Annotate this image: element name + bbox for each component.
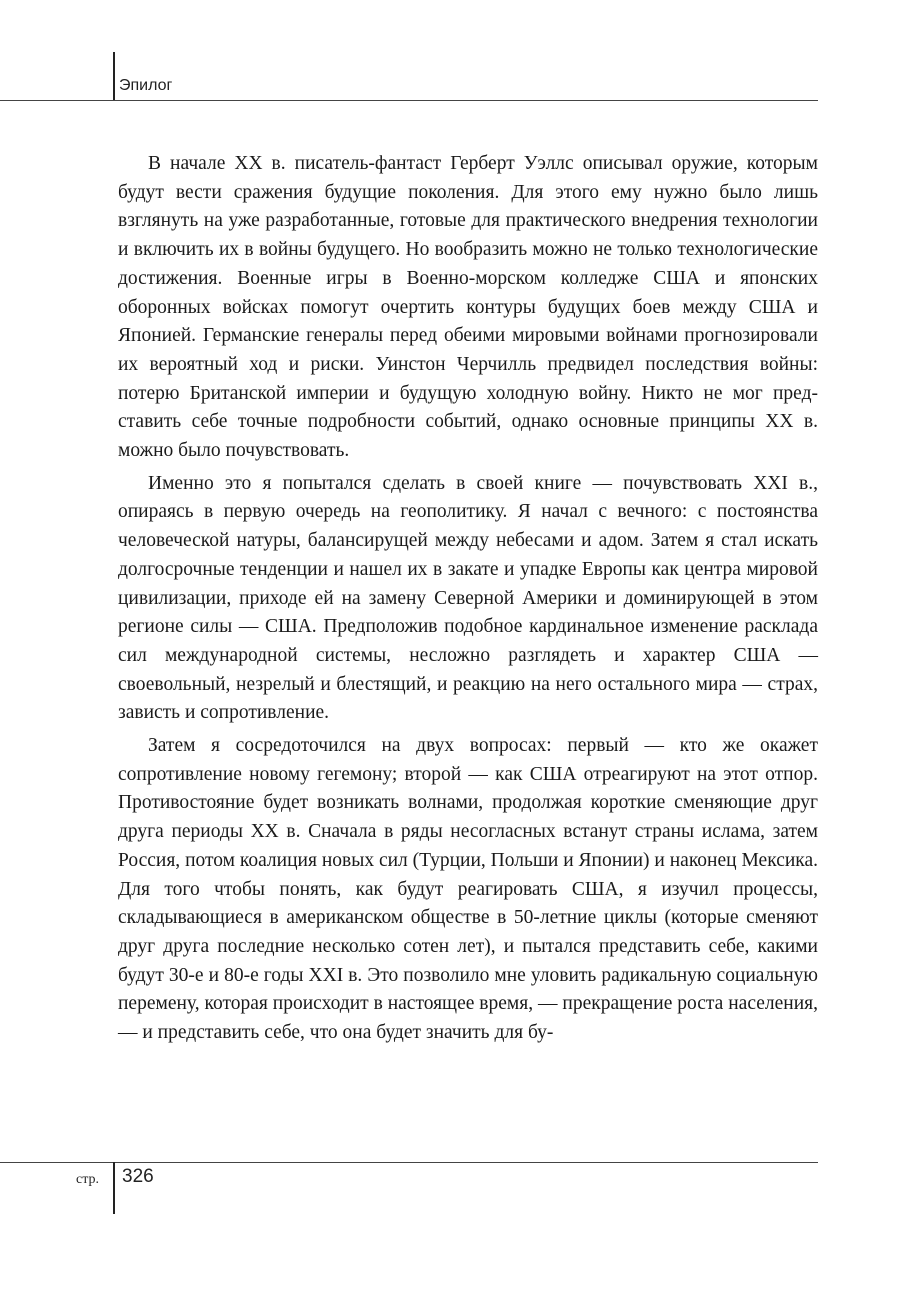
main-text bbox=[118, 150, 818, 1052]
header-rule bbox=[0, 100, 818, 101]
page-label: стр. bbox=[76, 1172, 100, 1187]
footer-rule bbox=[0, 1162, 818, 1163]
page-number: 326 bbox=[122, 1166, 154, 1187]
paragraph-3: Затем я сосредоточился на двух вопросах: первый — кто же окажет сопротивление новому гегемону; второй — как США отреагируют на этот отпор. Противостояние будет возникать волнами, продолжая короткие сменяющие друг друга периоды XX в. Сначала в ряды несогласных встанут страны ислама, затем Россия, потом коалиция новых сил (Турции, Польши и Японии) и наконец Мексика. Для того чтобы понять, как будут реагировать США, я изучил процессы, складывающиеся в американском обществе в 50-летние циклы (которые сменяют друг друга последние несколько сотен лет), и пытался представить себе, какими будут 30-е и 80-е годы XXI в. Это позволило мне уловить радикальную социальную перемену, которая происходит в настоящее время, — прекращение роста населения, — и представить себе, что она будет значить для бу- bbox=[118, 735, 818, 1044]
header-vertical-rule bbox=[113, 52, 115, 100]
running-title: Эпилог bbox=[119, 77, 173, 94]
paragraph-1: В начале XX в. писатель-фантаст Герберт Уэллс описывал оружие, которым будут вести сражения будущие поколения. Для этого ему нужно было лишь взглянуть на уже разработанные, готовые для практического внедрения технологии и включить их в войны будущего. Но вообразить можно не только технологические достижения. Военные игры в Военно-морском колледже США и японских оборонных войсках помогут очертить контуры будущих боев между США и Японией. Германские генералы перед обеими мировыми войнами прогнозировали их вероятный ход и риски. Уинстон Черчилль предвидел последствия войны: потерю Британской империи и будущую холодную войну. Никто не мог представить себе точные подробности событий, однако основные принципы XX в. можно было почувствовать. bbox=[118, 153, 818, 462]
footer-vertical-rule bbox=[113, 1162, 115, 1214]
paragraph-2: Именно это я попытался сделать в своей книге — почувствовать XXI в., опираясь в первую очередь на геополитику. Я начал с вечного: с постоянства человеческой натуры, балансирущей между небесами и адом. Затем я стал искать долгосрочные тенденции и нашел их в закате и упадке Европы как центра мировой цивилизации, приходе ей на замену Северной Америки и доминирующей в этом регионе силы — США. Предположив подобное кардинальное изменение расклада сил международной системы, несложно разглядеть и характер США — своевольный, незрелый и блестящий, и реакцию на него остального мира — страх, зависть и сопротивление. bbox=[118, 472, 818, 724]
